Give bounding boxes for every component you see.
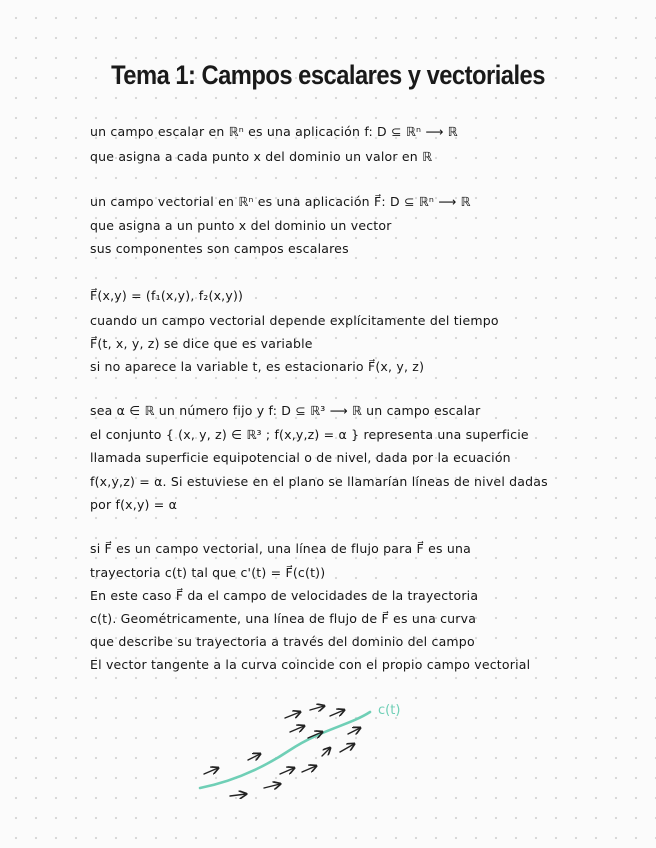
vector-arrow <box>290 726 304 732</box>
vector-arrow <box>264 784 280 788</box>
curve-label: c(t) <box>378 703 401 718</box>
vector-arrow <box>230 794 246 796</box>
note-line: cuando un campo vectorial depende explícitamente del tiempo <box>90 313 499 328</box>
note-line: sus componentes son campos escalares <box>90 241 349 256</box>
vector-arrow <box>248 754 260 760</box>
vector-arrow <box>348 728 360 734</box>
note-line: el conjunto { (x, y, z) ∈ ℝ³ ; f(x,y,z) = α } representa una superficie <box>90 427 529 442</box>
note-line: trayectoria c(t) tal que c'(t) = F⃗(c(t)) <box>90 565 326 580</box>
note-line: por f(x,y) = α <box>90 497 178 512</box>
note-line: En este caso F⃗ da el campo de velocidades de la trayectoria <box>90 588 479 603</box>
vector-arrow <box>285 712 300 718</box>
note-line: que asigna a cada punto x del dominio un valor en ℝ <box>90 149 433 164</box>
note-line: c(t). Geométricamente, una línea de flujo de F⃗ es una curva <box>90 611 477 626</box>
note-line: un campo escalar en ℝⁿ es una aplicación f: D ⊆ ℝⁿ ⟶ ℝ <box>90 124 458 139</box>
vector-arrow <box>322 748 330 756</box>
vector-arrow <box>204 768 218 774</box>
note-line: llamada superficie equipotencial o de nivel, dada por la ecuación <box>90 450 511 465</box>
note-line: que asigna a un punto x del dominio un vector <box>90 218 392 233</box>
flow-line-sketch <box>190 690 430 810</box>
vector-arrow <box>302 766 316 772</box>
note-line: si no aparece la variable t, es estacionario F⃗(x, y, z) <box>90 359 425 374</box>
vector-field-arrows <box>204 706 360 796</box>
note-line: F⃗(t, x, y, z) se dice que es variable <box>90 336 313 351</box>
page-title: Tema 1: Campos escalares y vectoriales <box>111 60 545 90</box>
vector-arrow <box>280 768 294 774</box>
note-line: si F⃗ es un campo vectorial, una línea de flujo para F⃗ es una <box>90 541 471 556</box>
note-line: El vector tangente a la curva coincide con el propio campo vectorial <box>90 657 531 672</box>
note-line: f(x,y,z) = α. Si estuviese en el plano se llamarían líneas de nivel dadas <box>90 474 548 489</box>
vector-arrow <box>310 706 324 710</box>
vector-arrow <box>330 710 344 716</box>
vector-arrow <box>340 744 354 752</box>
note-line: sea α ∈ ℝ un número fijo y f: D ⊆ ℝ³ ⟶ ℝ un campo escalar <box>90 403 481 418</box>
note-line: F⃗(x,y) = (f₁(x,y), f₂(x,y)) <box>90 288 244 303</box>
note-line: que describe su trayectoria a través del dominio del campo <box>90 634 475 649</box>
note-line: un campo vectorial en ℝⁿ es una aplicación F⃗: D ⊆ ℝⁿ ⟶ ℝ <box>90 194 471 209</box>
